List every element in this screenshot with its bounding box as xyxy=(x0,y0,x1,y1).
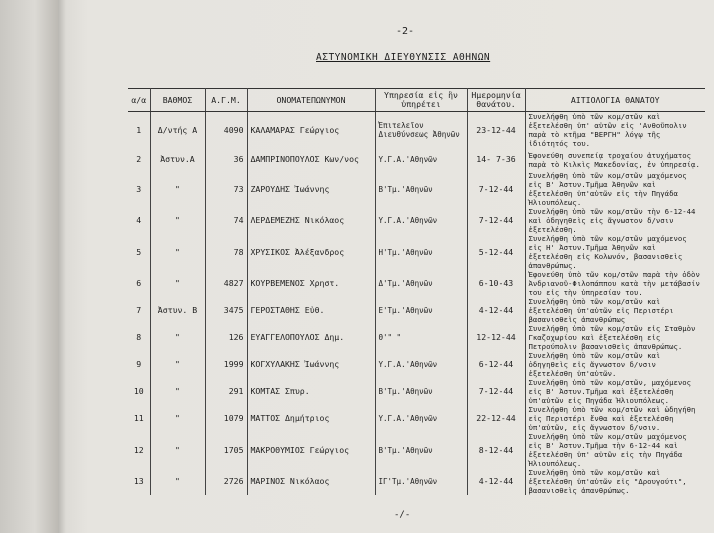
table-header-row xyxy=(128,89,705,112)
document-page xyxy=(58,0,714,533)
cell-date: 7-12-44 xyxy=(467,378,525,405)
table-row xyxy=(128,148,705,171)
cell-num: 7 xyxy=(128,297,150,324)
cell-rank: Ἀστυν.Α xyxy=(150,148,205,171)
header-cause: ΑΙΤΙΟΛΟΓΙΑ ΘΑΝΑΤΟΥ xyxy=(525,89,705,112)
cell-cause: Συνελήφθη ὑπὸ τῶν κομ/στῶν μαχόμενος εἰς Β' Ἀστυν.Τμῆμα τὴν 6-12-44 καὶ ἐξετελέσθη ὑπ' αὐτῶν εἰς τὴν Πηγάδα Ἡλιουπόλεως. xyxy=(528,432,687,469)
header-rank: ΒΑΘΜΟΣ xyxy=(150,89,205,112)
cell-rank: " xyxy=(150,432,205,468)
cell-service: Υ.Γ.Α.'Αθηνῶν xyxy=(375,351,467,378)
cell-service: ΙΓ'Τμ.'Αθηνῶν xyxy=(375,468,467,495)
cell-date: 22-12-44 xyxy=(467,405,525,432)
cell-cause: Συνελήφθη ὑπὸ τῶν κομ/στῶν, μαχόμενος εἰς Β' Ἀστυν.Τμῆμα καὶ ἐξετελέσθη ὑπ'αὐτῶν εἰς Πηγάδα Ἡλιουπόλεως. xyxy=(528,378,692,406)
cell-agm: 74 xyxy=(205,207,247,234)
table-row xyxy=(128,378,705,405)
cell-rank: " xyxy=(150,207,205,234)
cell-service: Β'Τμ.'Αθηνῶν xyxy=(375,432,467,468)
cell-num: 11 xyxy=(128,405,150,432)
cell-name: ΚΑΛΑΜΑΡΑΣ Γεώργιος xyxy=(247,112,375,149)
table-row xyxy=(128,324,705,351)
cell-name: ΛΕΡΔΕΜΕΖΗΣ Νικόλαος xyxy=(247,207,375,234)
cell-cause: Συνελήφθη ὑπὸ τῶν κομ/στῶν καὶ ἐξετελέσθη ὑπ'αὐτῶν εἰς Περιστέρι βασανισθεὶς ἀπανθρώπως xyxy=(528,297,674,325)
cell-rank: " xyxy=(150,351,205,378)
cell-agm: 126 xyxy=(205,324,247,351)
cell-num: 6 xyxy=(128,270,150,297)
cell-agm: 1999 xyxy=(205,351,247,378)
cell-date: 5-12-44 xyxy=(467,234,525,270)
table-row xyxy=(128,297,705,324)
cell-num: 4 xyxy=(128,207,150,234)
cell-agm: 4090 xyxy=(205,112,247,149)
cell-agm: 3475 xyxy=(205,297,247,324)
header-name: ΟΝΟΜΑΤΕΠΩΝΥΜΟΝ xyxy=(247,89,375,112)
cell-rank: " xyxy=(150,234,205,270)
cell-service: Υ.Γ.Α.'Αθηνῶν xyxy=(375,207,467,234)
adjacent-page-edge xyxy=(0,0,58,533)
cell-service: Υ.Γ.Α.'Αθηνῶν xyxy=(375,148,467,171)
cell-name: ΚΟΥΡΒΕΜΕΝΟΣ Χρηστ. xyxy=(247,270,375,297)
cell-date: 4-12-44 xyxy=(467,468,525,495)
header-service: Υπηρεσία εἰς ἣν ὑπηρέτει xyxy=(375,89,467,112)
cell-rank: " xyxy=(150,270,205,297)
cell-num: 2 xyxy=(128,148,150,171)
cell-date: 7-12-44 xyxy=(467,171,525,207)
table-row xyxy=(128,405,705,432)
cell-name: ΧΡΥΣΙΚΟΣ Ἀλέξανδρος xyxy=(247,234,375,270)
cell-rank: " xyxy=(150,171,205,207)
cell-date: 6-10-43 xyxy=(467,270,525,297)
cell-date: 14- 7-36 xyxy=(467,148,525,171)
cell-cause: Συνελήφθη ὑπὸ τῶν κομ/στῶν καὶ ὡδηγήθη εἰς Περιστέρι ἔνθα καὶ ἐξετελέσθη ὑπ'αὐτῶν, εἰς ἄγνωστον δ/νσιν. xyxy=(528,405,696,433)
cell-service: Ε'Τμ.'Αθηνῶν xyxy=(375,297,467,324)
header-date: Ημερομηνία θανάτου. xyxy=(467,89,525,112)
cell-cause: Συνελήφθη ὑπὸ τῶν κομ/στῶν μαχόμενος εἰς Β' Ἀστυν.Τμῆμα Ἀθηνῶν καὶ ἐξετελέσθη ὑπ'αὐτῶν εἰς τὴν Πηγάδα Ἡλιουπόλεως. xyxy=(528,171,687,208)
table-row xyxy=(128,270,705,297)
cell-service: Θ'" " xyxy=(375,324,467,351)
cell-rank: " xyxy=(150,405,205,432)
cell-date: 4-12-44 xyxy=(467,297,525,324)
cell-cause: Συνελήφθη ὑπὸ τῶν κομ/στῶν καὶ ἐξετελέσθη ὑπ' αὐτῶν εἰς 'Ανθοῦπολιν παρὰ τὸ κτῆμα "ΒΕΡΓΗ" λόγῳ τῆς ἰδιότητός του. xyxy=(528,112,687,148)
casualty-table xyxy=(128,88,705,495)
table-row xyxy=(128,234,705,270)
cell-service: Ἐπιτελεῖον Διευθύνσεως Ἀθηνῶν xyxy=(375,112,467,149)
cell-cause: Συνελήφθη ὑπὸ τῶν κομ/στῶν εἰς Σταθμὸν Γκαζοχωρίου καὶ ἐξετελέσθη εἰς Πετρούπολιν βασανισθεὶς ἀπανθρώπως. xyxy=(528,324,696,352)
cell-cause: Συνελήφθη ὑπὸ τῶν κομ/στῶν καὶ ἐξετελέσθη ὑπ'αὐτῶν εἰς "Δρουγούτι", βασανισθεὶς ἀπανθρώπως. xyxy=(528,468,687,496)
cell-date: 12-12-44 xyxy=(467,324,525,351)
cell-agm: 2726 xyxy=(205,468,247,495)
cell-num: 8 xyxy=(128,324,150,351)
cell-agm: 4827 xyxy=(205,270,247,297)
cell-cause: Συνελήφθη ὑπὸ τῶν κομ/στῶν καὶ ὁδηγηθεὶς εἰς ἄγνωστον δ/νσιν ἐξετελέσθη ὑπ'αὐτῶν. xyxy=(528,351,661,379)
cell-num: 5 xyxy=(128,234,150,270)
cell-name: ΖΑΡΟΥΔΗΣ Ἰωάννης xyxy=(247,171,375,207)
page-number: -2- xyxy=(396,26,415,37)
cell-cause: Συνελήφθη ὑπὸ τῶν κομ/στῶν μαχόμενος εἰς Η' Ἀστυν.Τμῆμα Ἀθηνῶν καὶ ἐξετελέσθη εἰς Κολωνόν, βασανισθεὶς ἀπανθρώπως. xyxy=(528,234,687,271)
cell-agm: 78 xyxy=(205,234,247,270)
table-row xyxy=(128,432,705,468)
cell-cause: Ἐφονεύθη ὑπὸ τῶν κομ/στῶν παρὰ τὴν ὁδὸν Ἀνδριανοῦ-Φιλοπάππου κατὰ τὴν μετάβασίν του εἰς τὴν ὑπηρεσίαν του. xyxy=(528,270,700,298)
cell-num: 13 xyxy=(128,468,150,495)
cell-cause: Συνελήφθη ὑπὸ τῶν κομ/στῶν τὴν 6-12-44 καὶ ὁδηγηθεὶς εἰς ἄγνωστον δ/νσιν ἐξετελέσθη. xyxy=(528,207,696,235)
table-row xyxy=(128,468,705,495)
cell-num: 3 xyxy=(128,171,150,207)
cell-name: ΜΑΤΤΟΣ Δημήτριος xyxy=(247,405,375,432)
cell-rank: Δ/ντής Α xyxy=(150,112,205,149)
cell-service: Δ'Τμ.'Αθηνῶν xyxy=(375,270,467,297)
table-row xyxy=(128,207,705,234)
cell-service: Η'Τμ.'Αθηνῶν xyxy=(375,234,467,270)
cell-date: 8-12-44 xyxy=(467,432,525,468)
cell-rank: Ἀστυν. Β xyxy=(150,297,205,324)
cell-agm: 36 xyxy=(205,148,247,171)
cell-agm: 291 xyxy=(205,378,247,405)
document-title: ΑΣΤΥΝΟΜΙΚΗ ΔΙΕΥΘΥΝΣΙΣ ΑΘΗΝΩΝ xyxy=(316,52,491,63)
cell-cause: Ἐφονεύθη συνεπείᾳ τροχαίου ἀτυχήματος παρὰ τὸ Κιλκὶς Μακεδονίας, ἐν ὑπηρεσίᾳ. xyxy=(528,150,700,169)
cell-num: 1 xyxy=(128,112,150,149)
table-row xyxy=(128,171,705,207)
table-row xyxy=(128,351,705,378)
table-row xyxy=(128,112,705,149)
cell-name: ΓΕΡΟΣΤΑΘΗΣ Εὐθ. xyxy=(247,297,375,324)
cell-service: Υ.Γ.Α.'Αθηνῶν xyxy=(375,405,467,432)
cell-num: 12 xyxy=(128,432,150,468)
cell-service: Β'Τμ.'Αθηνῶν xyxy=(375,171,467,207)
cell-name: ΜΑΚΡΟΘΥΜΙΟΣ Γεώργιος xyxy=(247,432,375,468)
cell-agm: 1079 xyxy=(205,405,247,432)
cell-name: ΚΟΜΤΑΣ Σπυρ. xyxy=(247,378,375,405)
cell-num: 9 xyxy=(128,351,150,378)
cell-date: 7-12-44 xyxy=(467,207,525,234)
cell-agm: 1705 xyxy=(205,432,247,468)
table-body xyxy=(128,112,705,496)
continuation-mark: -/- xyxy=(394,510,411,520)
cell-num: 10 xyxy=(128,378,150,405)
cell-date: 23-12-44 xyxy=(467,112,525,149)
header-agm: Α.Γ.Μ. xyxy=(205,89,247,112)
cell-name: ΔΑΜΠΡΙΝΟΠΟΥΛΟΣ Κων/νος xyxy=(247,148,375,171)
cell-name: ΕΥΑΓΓΕΛΟΠΟΥΛΟΣ Δημ. xyxy=(247,324,375,351)
header-num: α/α xyxy=(128,89,150,112)
cell-rank: " xyxy=(150,324,205,351)
cell-name: ΜΑΡΙΝΟΣ Νικόλαος xyxy=(247,468,375,495)
cell-agm: 73 xyxy=(205,171,247,207)
cell-name: ΚΟΓΧΥΛΑΚΗΣ Ἰωάννης xyxy=(247,351,375,378)
cell-service: Β'Τμ.'Αθηνῶν xyxy=(375,378,467,405)
cell-date: 6-12-44 xyxy=(467,351,525,378)
cell-rank: " xyxy=(150,378,205,405)
cell-rank: " xyxy=(150,468,205,495)
